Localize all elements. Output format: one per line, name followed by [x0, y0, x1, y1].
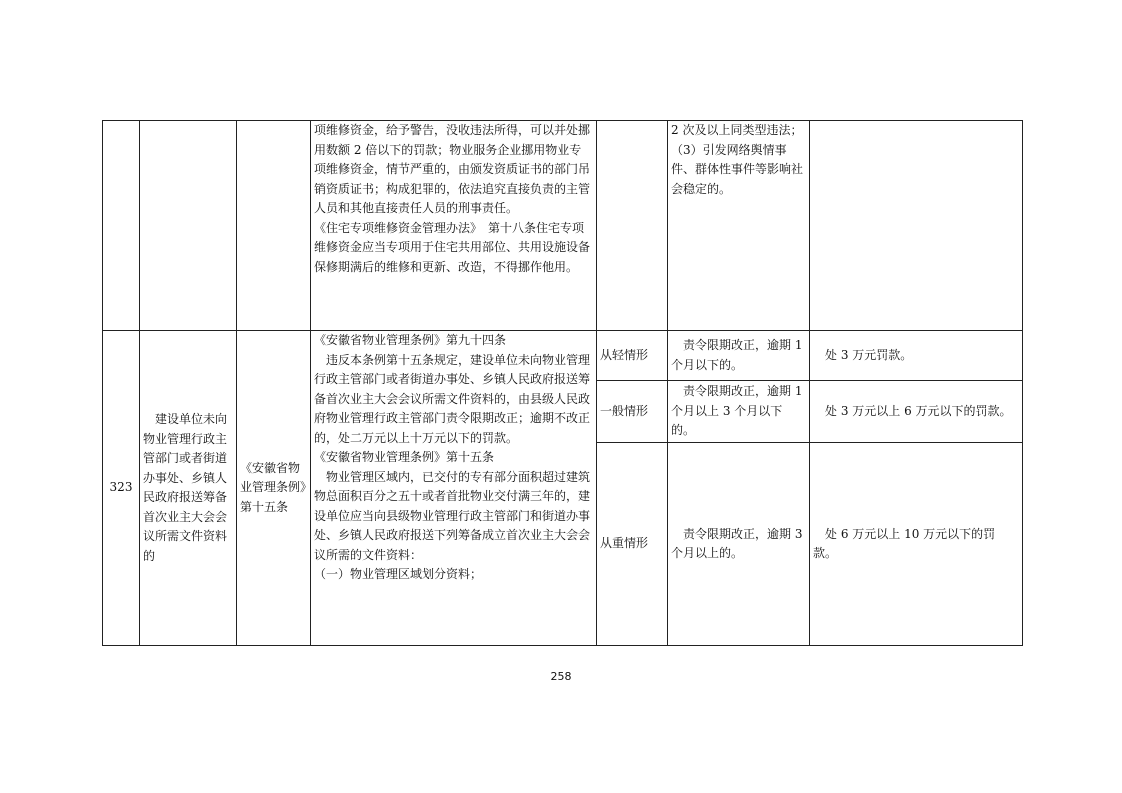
penalty-cell: 处 3 万元以上 6 万元以下的罚款。: [810, 381, 1023, 443]
legal-basis-paragraph: 违反本条例第十五条规定，建设单位未向物业管理行政主管部门或者街道办事处、乡镇人民政府报送筹备首次业主大会会议所需文件资料的，由县级人民政府物业管理行政主管部门责令限期改正；逾期不改正的，处二万元以上十万元以下的罚款。: [314, 352, 591, 445]
table-row-continued: [103, 121, 1023, 331]
violation-cell: 建设单位未向物业管理行政主管部门或者街道办事处、乡镇人民政府报送筹备首次业主大会会议所需文件资料的: [140, 331, 237, 646]
page-number: 258: [550, 670, 572, 683]
situation-cell: 一般情形: [597, 381, 668, 443]
penalty-cell: 处 6 万元以上 10 万元以下的罚款。: [810, 443, 1023, 646]
standard-cell: 2 次及以上同类型违法；（3）引发网络舆情事件、群体性事件等影响社会稳定的。: [668, 121, 810, 331]
table-row-323: [103, 331, 1023, 381]
standard-cell: 责令限期改正，逾期 1 个月以上 3 个月以下的。: [668, 381, 810, 443]
legal-basis-paragraph: 物业管理区域内，已交付的专有部分面积超过建筑物总面积百分之五十或者首批物业交付满三年的，建设单位应当向县级物业管理行政主管部门和街道办事处、乡镇人民政府报送下列筹备成立首次业主大会会议所需的文件资料：: [314, 469, 591, 562]
law-reference-cell: 《安徽省物业管理条例》第十五条: [237, 331, 311, 646]
situation-cell: 从重情形: [597, 443, 668, 646]
situation-cell: 从轻情形: [597, 331, 668, 381]
penalty-standards-table: [102, 120, 1023, 646]
penalty-cell: [810, 121, 1023, 331]
legal-basis-paragraph: 《安徽省物业管理条例》第九十四条: [314, 333, 507, 347]
standard-cell: 责令限期改正，逾期 1 个月以下的。: [668, 331, 810, 381]
penalty-cell: 处 3 万元罚款。: [810, 331, 1023, 381]
law-reference-cell: [237, 121, 311, 331]
item-number-cell: [103, 121, 140, 331]
legal-basis-paragraph: （一）物业管理区域划分资料；: [314, 567, 483, 581]
violation-cell: [140, 121, 237, 331]
legal-basis-paragraph: 《安徽省物业管理条例》第十五条: [314, 450, 495, 464]
item-number-cell: 323: [103, 331, 140, 646]
standard-cell: 责令限期改正，逾期 3 个月以上的。: [668, 443, 810, 646]
legal-basis-cell: [311, 331, 597, 646]
legal-basis-paragraph: 《住宅专项维修资金管理办法》 第十八条住宅专项维修资金应当专项用于住宅共用部位、共用设施设备保修期满后的维修和更新、改造，不得挪作他用。: [314, 220, 591, 274]
legal-basis-paragraph: 项维修资金，给予警告，没收违法所得，可以并处挪用数额 2 倍以下的罚款；物业服务企业挪用物业专项维修资金，情节严重的，由颁发资质证书的部门吊销资质证书；构成犯罪的，依法追究直接负责的主管人员和其他直接责任人员的刑事责任。: [314, 123, 591, 215]
legal-basis-cell: [311, 121, 597, 331]
situation-cell: [597, 121, 668, 331]
